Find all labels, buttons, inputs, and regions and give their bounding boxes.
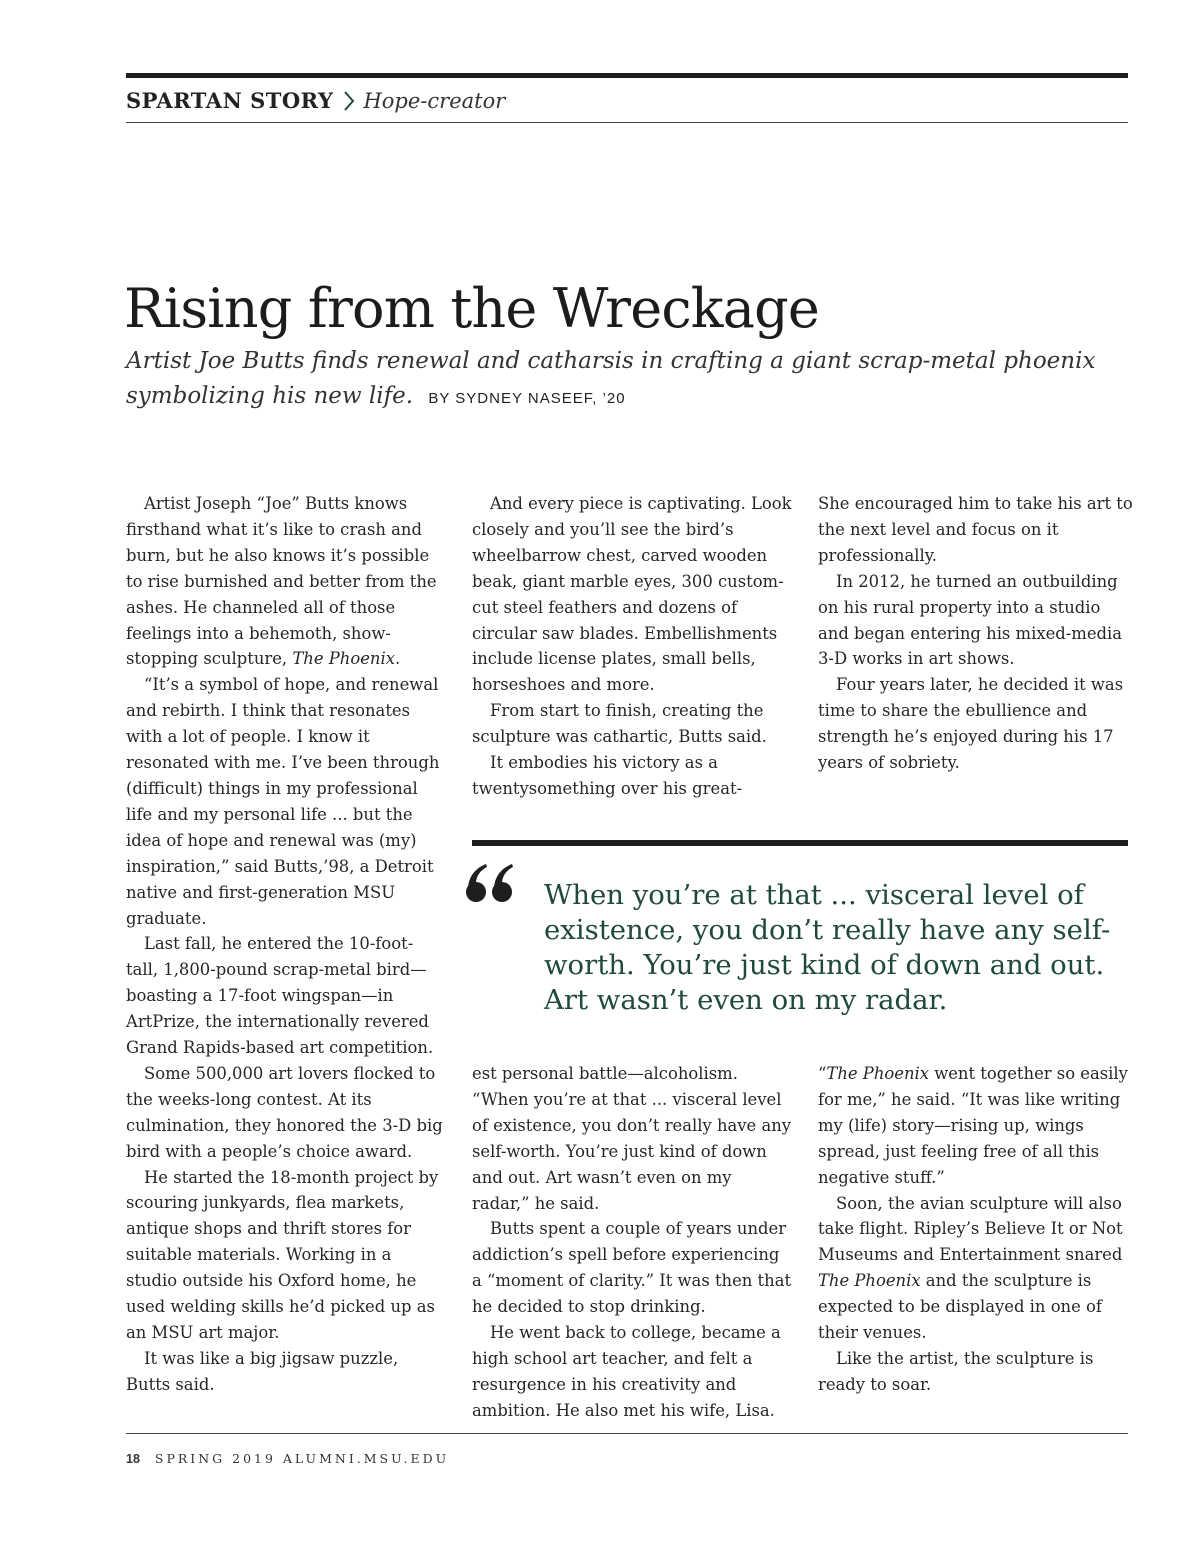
top-rule-thin — [126, 122, 1128, 123]
paragraph: Last fall, he entered the 10-foot-tall, 1,800-pound scrap-metal bird—boasting a 17-foot wingspan—in ArtPrize, the internationally revered Grand Rapids-based art competition. — [126, 934, 434, 1058]
page-footer — [126, 1451, 449, 1466]
paragraph: He went back to college, became a high school art teacher, and felt a resurgence in his creativity and ambition. He also met his wife, Lisa. — [472, 1323, 781, 1420]
section-label: SPARTAN STORY — [126, 88, 334, 113]
artwork-title: The Phoenix — [818, 1271, 921, 1291]
paragraph: It embodies his victory as a twentysomething over his great- — [472, 753, 743, 798]
paragraph: Soon, the avian sculpture will also take flight. Ripley’s Believe It or Not Museums and Entertainment snared The Phoenix and the sculpture is expected to be displayed in one of their venues. — [818, 1193, 1123, 1343]
paragraph: Four years later, he decided it was time to share the ebullience and strength he’s enjoyed during his 17 years of sobriety. — [818, 675, 1124, 773]
paragraph: Like the artist, the sculpture is ready to soar. — [818, 1348, 1094, 1394]
pullquote-rule — [472, 840, 1128, 846]
byline: BY SYDNEY NASEEF, ’20 — [428, 390, 626, 407]
top-rule-thick — [126, 73, 1128, 78]
paragraph: She encouraged him to take his art to the next level and focus on it professionally. — [818, 494, 1133, 565]
site-url: ALUMNI.MSU.EDU — [282, 1451, 450, 1466]
paragraph: Butts spent a couple of years under addiction’s spell before experiencing a “moment of clarity.” It was then that he decided to stop drinking. — [472, 1219, 792, 1317]
subsection-label: Hope-creator — [363, 89, 506, 113]
body-column-3-top — [818, 491, 1134, 776]
pullquote-text: When you’re at that ... visceral level of existence, you don’t really have any self-worth. You’re just kind of down and out. Art wasn’t even on my radar. — [544, 879, 1111, 1016]
quote-mark-icon — [462, 858, 522, 908]
issue-label: SPRING 2019 — [154, 1451, 276, 1466]
paragraph: He started the 18-month project by scouring junkyards, flea markets, antique shops and thrift stores for suitable materials. Working in a studio outside his Oxford home, he used welding skills he’d picked up as an MSU art major. — [126, 1167, 439, 1342]
body-column-2-bottom — [472, 1061, 792, 1424]
paragraph: And every piece is captivating. Look closely and you’ll see the bird’s wheelbarrow chest, carved wooden beak, giant marble eyes, 300 custom-cut steel feathers and dozens of circular saw blades. Embellishments include license plates, small bells, horseshoes and more. — [472, 494, 792, 695]
paragraph: In 2012, he turned an outbuilding on his rural property into a studio and began entering his mixed-media 3-D works in art shows. — [818, 571, 1123, 669]
article-dek — [126, 344, 1126, 416]
body-column-3-bottom — [818, 1061, 1134, 1398]
paragraph: It was like a big jigsaw puzzle, Butts said. — [126, 1348, 399, 1394]
body-column-1 — [126, 491, 444, 1398]
chevron-right-icon — [343, 90, 355, 112]
section-header — [126, 86, 505, 116]
paragraph: “The Phoenix went together so easily for me,” he said. “It was like writing my (life) story—rising up, wings spread, just feeling free of all this negative stuff.” — [818, 1064, 1128, 1187]
artwork-title: The Phoenix — [826, 1064, 929, 1083]
paragraph: “It’s a symbol of hope, and renewal and rebirth. I think that resonates with a lot of people. I know it resonated with me. I’ve been through (difficult) things in my professional life and my personal life ... but the idea of hope and renewal was (my) inspiration,” said Butts,’98, a Detroit native and first-generation MSU graduate. — [126, 675, 440, 928]
bottom-rule — [126, 1433, 1128, 1434]
paragraph: Artist Joseph “Joe” Butts knows firsthand what it’s like to crash and burn, but he also knows it’s possible to rise burnished and better from the ashes. He channeled all of those feelings into a behemoth, show-stopping sculpture, The Phoenix. — [126, 494, 437, 669]
article-title: Rising from the Wreckage — [124, 277, 820, 340]
dek-text: Artist Joe Butts finds renewal and catharsis in crafting a giant scrap-metal phoenix symbolizing his new life. — [126, 348, 1096, 409]
body-column-2-top — [472, 491, 792, 802]
paragraph: Some 500,000 art lovers flocked to the weeks-long contest. At its culmination, they honored the 3-D big bird with a people’s choice award. — [126, 1063, 443, 1161]
paragraph: From start to finish, creating the sculpture was cathartic, Butts said. — [472, 701, 767, 747]
artwork-title: The Phoenix — [292, 649, 395, 669]
page-number: 18 — [126, 1452, 140, 1466]
paragraph: est personal battle—alcoholism. “When you’re at that ... visceral level of existence, you don’t really have any self-worth. You’re just kind of down and out. Art wasn’t even on my radar,” he said. — [472, 1064, 792, 1213]
